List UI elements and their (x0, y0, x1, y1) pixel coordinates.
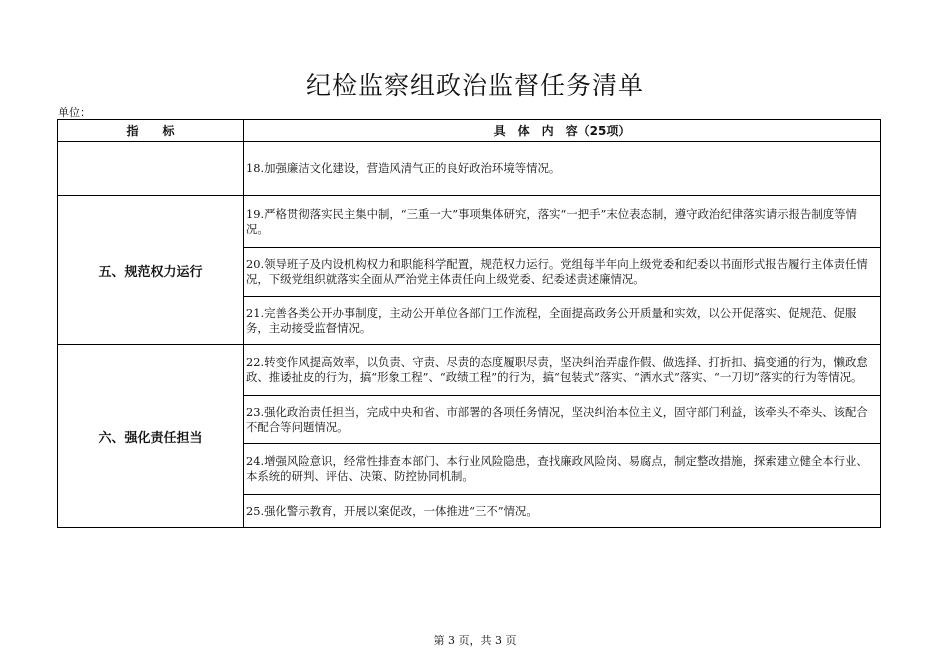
item-text: 21.完善各类公开办事制度，主动公开单位各部门工作流程，全面提高政务公开质量和实效，以公开促落实、促规范、促服务，主动接受监督情况。 (246, 305, 857, 335)
unit-label: 单位： (58, 106, 91, 119)
task-table (57, 119, 881, 528)
category-cell: 六、强化责任担当 (58, 345, 244, 528)
category-cell (58, 142, 244, 196)
item-cell (244, 297, 881, 345)
category-cell: 五、规范权力运行 (58, 196, 244, 345)
table-row (58, 196, 881, 248)
item-text: 18.加强廉洁文化建设，营造风清气正的良好政治环境等情况。 (246, 161, 561, 175)
table-row (58, 345, 881, 396)
table-header-row (58, 120, 881, 142)
item-cell (244, 345, 881, 396)
header-content: 具 体 内 容（25项） (244, 120, 881, 142)
header-indicator: 指 标 (58, 120, 244, 142)
item-cell (244, 396, 881, 444)
item-text: 25.强化警示教育，开展以案促改，一体推进“三不”情况。 (246, 503, 538, 518)
item-cell (244, 495, 881, 528)
item-cell (244, 196, 881, 248)
page-footer: 第 3 页，共 3 页 (433, 634, 517, 647)
table-row (58, 142, 881, 196)
item-text: 23.强化政治责任担当，完成中央和省、市部署的各项任务情况，坚决纠治本位主义，固守部门利益，该牵头不牵头、该配合不配合等问题情况。 (246, 404, 868, 434)
item-cell (244, 444, 881, 495)
page-title: 纪检监察组政治监督任务清单 (305, 71, 644, 100)
item-text: 24.增强风险意识，经常性排查本部门、本行业风险隐患，查找廉政风险岗、易腐点，制定整改措施，探索建立健全本行业、本系统的研判、评估、决策、防控协同机制。 (246, 454, 868, 483)
item-cell (244, 248, 881, 297)
item-text: 22.转变作风提高效率，以负责、守责、尽责的态度履职尽责，坚决纠治弄虚作假、做选择、打折扣、搞变通的行为，懒政怠政、推诿扯皮的行为，搞“形象工程”、“政绩工程”的行为，搞“包装式”落实、“洒水式”落实、“一刀切”落实的行为等情况。 (246, 355, 868, 384)
item-cell (244, 142, 881, 196)
item-text: 20.领导班子及内设机构权力和职能科学配置，规范权力运行。党组每半年向上级党委和纪委以书面形式报告履行主体责任情况，下级党组织就落实全面从严治党主体责任向上级党委、纪委述责述廉情况。 (246, 257, 868, 286)
item-text: 19.严格贯彻落实民主集中制，“三重一大”事项集体研究，落实“一把手”末位表态制，遵守政治纪律落实请示报告制度等情况。 (246, 206, 857, 236)
